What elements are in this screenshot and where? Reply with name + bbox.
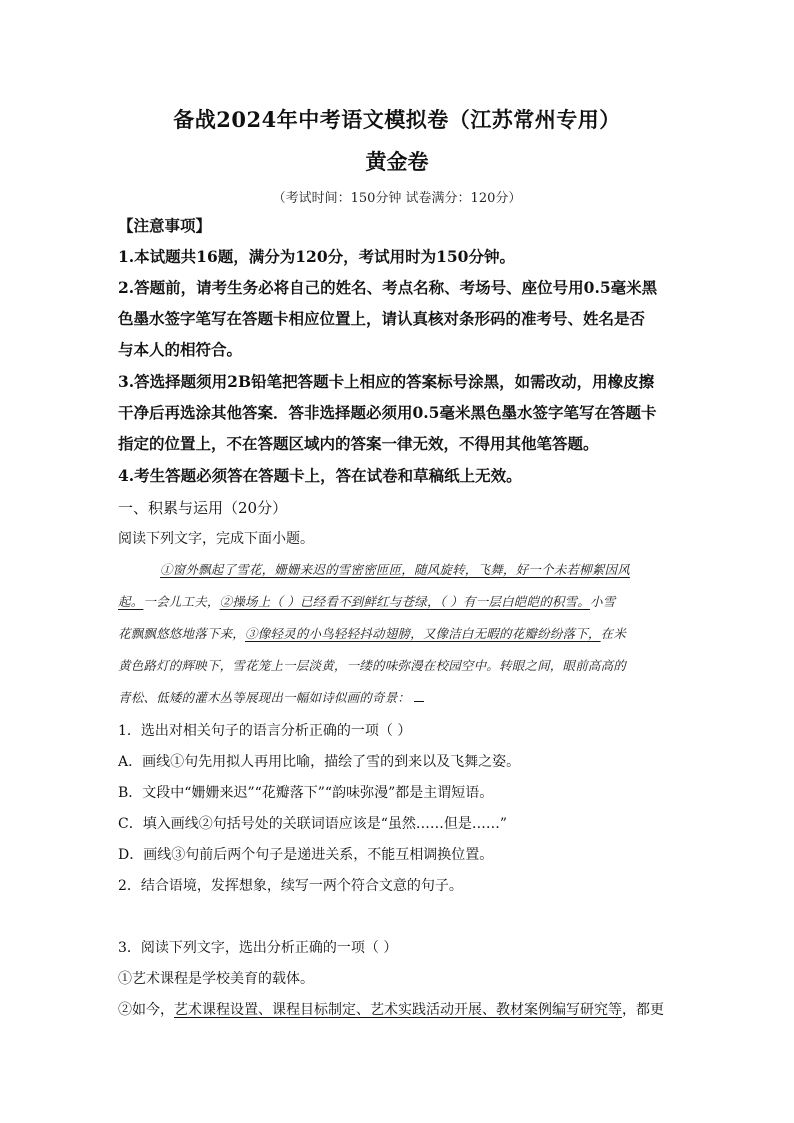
passage-text: 花飘飘悠悠地落下来， <box>118 626 246 641</box>
question-3: 3．阅读下列文字，选出分析正确的一项（ ） <box>118 940 398 956</box>
notice-heading: 【注意事项】 <box>118 216 212 235</box>
page-subtitle: 黄金卷 <box>365 149 429 174</box>
passage-text: 青松、低矮的灌木丛等展现出一幅如诗似画的奇景： <box>118 690 411 705</box>
question-1-option-b: B．文段中“姗姗来迟”“花瓣落下”“韵味弥漫”都是主谓短语。 <box>118 785 494 801</box>
notice-item-2-line-2: 色墨水签字笔写在答题卡相应位置上，请认真核对条形码的准考号、姓名是否 <box>118 309 646 328</box>
sentence-text: ②如今， <box>118 1002 174 1018</box>
question-1: 1．选出对相关句子的语言分析正确的一项（ ） <box>118 723 412 739</box>
passage-underline-3: ③像轻灵的小鸟轻轻抖动翅膀，又像洁白无暇的花瓣纷纷落下， <box>245 626 601 641</box>
sentence-underline: 艺术课程设置、课程目标制定、艺术实践活动开展、教材案例编写研究等 <box>174 1002 622 1018</box>
passage-line-4: 黄色路灯的辉映下，雪花笼上一层淡黄，一缕的味弥漫在校园空中。转眼之间，眼前高高的 <box>118 658 627 673</box>
notice-item-1: 1.本试题共16题，满分为120分，考试用时为150分钟。 <box>118 247 515 266</box>
passage-line-1 <box>160 560 630 578</box>
question-1-option-c: C．填入画线②句括号处的关联词语应该是“虽然……但是……” <box>118 816 508 832</box>
question-3-sentence-2 <box>118 999 664 1019</box>
passage-line-3 <box>118 624 626 642</box>
question-1-option-a: A．画线①句先用拟人再用比喻，描绘了雪的到来以及飞舞之姿。 <box>118 754 521 770</box>
question-2: 2．结合语境，发挥想象，续写一两个符合文意的句子。 <box>118 878 463 894</box>
passage-underline-1-end: 起。 <box>118 594 144 609</box>
notice-item-2-line-3: 与本人的相符合。 <box>118 340 243 359</box>
question-1-option-d: D．画线③句前后两个句子是递进关系，不能互相调换位置。 <box>118 847 494 863</box>
section-instruction: 阅读下列文字，完成下面小题。 <box>118 531 314 547</box>
question-3-sentence-1: ①艺术课程是学校美育的载体。 <box>118 971 314 987</box>
notice-item-4: 4.考生答题必须答在答题卡上，答在试卷和草稿纸上无效。 <box>118 466 522 485</box>
notice-item-3-line-2: 干净后再选涂其他答案．答非选择题必须用0.5毫米黑色墨水签字笔写在答题卡 <box>118 403 657 422</box>
sentence-text: ，都更 <box>622 1002 664 1018</box>
passage-text: 小雪 <box>590 594 616 609</box>
passage-text: 在米 <box>600 626 627 641</box>
page-title: 备战2024年中考语文模拟卷（江苏常州专用） <box>173 107 621 132</box>
passage-text: 一会儿工夫， <box>143 594 220 609</box>
notice-item-2-line-1: 2.答题前，请考生务必将自己的姓名、考点名称、考场号、座位号用0.5毫米黑 <box>118 278 658 297</box>
passage-underline-2: ②操场上（ ）已经看不到鲜红与苍绿，（ ）有一层白皑皑的积雪。 <box>219 594 591 609</box>
passage-line-2 <box>118 592 615 610</box>
answer-blank[interactable] <box>414 689 424 702</box>
passage-underline-1: ①窗外飘起了雪花，姗姗来迟的雪密密匝匝，随风旋转，飞舞，好一个未若柳絮因风 <box>160 562 630 577</box>
exam-info: （考试时间：150分钟 试卷满分：120分） <box>272 191 522 206</box>
notice-item-3-line-1: 3.答选择题须用2B铅笔把答题卡上相应的答案标号涂黑，如需改动，用橡皮擦 <box>118 372 655 391</box>
notice-item-3-line-3: 指定的位置上，不在答题区域内的答案一律无效，不得用其他笔答题。 <box>118 434 599 453</box>
passage-line-5 <box>118 688 424 706</box>
section-heading: 一、积累与运用（20分） <box>118 499 288 517</box>
